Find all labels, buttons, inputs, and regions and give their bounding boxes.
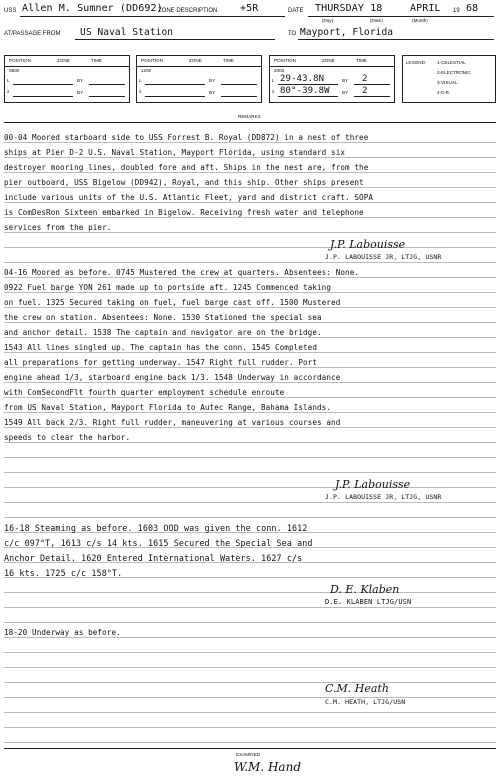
ruled-line <box>4 172 496 173</box>
position-time: 1200 <box>141 68 152 73</box>
ruled-line <box>4 307 496 308</box>
ruled-line <box>4 202 496 203</box>
examined-signature: W.M. Hand <box>234 760 301 774</box>
ruled-line <box>4 187 496 188</box>
signature: J.P. Labouisse <box>335 478 411 491</box>
legend-item: 1-CELESTIAL <box>437 60 466 65</box>
ruled-line <box>4 217 496 218</box>
date-label: DATE <box>288 8 304 14</box>
ruled-line <box>4 352 496 353</box>
ruled-line <box>4 637 496 638</box>
ruled-line <box>4 292 496 293</box>
signer-name: J.P. LABOUISSE JR, LTJG, USNR <box>325 253 442 261</box>
ruled-line <box>4 262 496 263</box>
signer-name: D.E. KLABEN LTJG/USN <box>325 598 412 606</box>
position-box-0800: POSITION ZONE TIME 0800 L BY λ BY <box>4 55 130 103</box>
ruled-line <box>4 517 496 518</box>
signature: D. E. Klaben <box>330 583 400 596</box>
ruled-line <box>4 247 496 248</box>
ruled-line <box>4 487 496 488</box>
ruled-line <box>4 607 496 608</box>
ruled-line <box>4 277 496 278</box>
position-time: 2000 <box>274 68 285 73</box>
ruled-line <box>4 157 496 158</box>
ruled-line <box>4 682 496 683</box>
date-caption: (Date) <box>370 18 383 23</box>
at-passage-value: US Naval Station <box>80 27 174 38</box>
ruled-line <box>4 337 496 338</box>
zone-description-label: ZONE DESCRIPTION <box>158 8 218 14</box>
legend-title: LEGEND: <box>406 60 427 65</box>
position-latitude: 29-43.8N <box>280 74 325 84</box>
signature: C.M. Heath <box>325 682 389 695</box>
ruled-line <box>4 592 496 593</box>
date-year: 68 <box>466 3 479 14</box>
ruled-line <box>4 142 496 143</box>
position-longitude: 80°-39.8W <box>280 86 330 96</box>
ruled-line <box>4 382 496 383</box>
date-month: APRIL <box>410 3 441 14</box>
ruled-line <box>4 427 496 428</box>
legend-item: 3-VISUAL <box>437 80 458 85</box>
ruled-line <box>4 322 496 323</box>
remarks-heading: REMARKS <box>238 114 261 119</box>
signer-name: C.M. HEATH, LTJG/USN <box>325 698 406 706</box>
ruled-line <box>4 412 496 413</box>
year-prefix: 19 <box>453 8 460 14</box>
ruled-line <box>4 457 496 458</box>
ruled-line <box>4 697 496 698</box>
zone-description-value: +5R <box>240 3 259 14</box>
ruled-line <box>4 712 496 713</box>
legend-item: 2-ELECTRONIC <box>437 70 471 75</box>
position-box-1200: POSITION ZONE TIME 1200 L BY λ BY <box>136 55 262 103</box>
position-lat-by: 2 <box>362 74 368 84</box>
day-caption: (Day) <box>322 18 334 23</box>
ruled-line <box>4 667 496 668</box>
date-day: THURSDAY 18 <box>315 3 383 14</box>
at-passage-label: AT/PASSAGE FROM <box>4 31 61 37</box>
ruled-line <box>4 442 496 443</box>
ruled-line <box>4 652 496 653</box>
signer-name: J.P. LABOUISSE JR, LTJG, USNR <box>325 493 442 501</box>
position-time: 0800 <box>9 68 20 73</box>
examined-label: EXAMINED <box>236 752 260 757</box>
ruled-line <box>4 742 496 743</box>
ruled-line <box>4 622 496 623</box>
ruled-line <box>4 397 496 398</box>
legend-box <box>402 55 496 103</box>
position-box-2000: POSITION ZONE TIME 2000 L 29-43.8N BY 2 λ 80°-39.8W BY 2 <box>269 55 395 103</box>
ruled-line <box>4 727 496 728</box>
uss-label: USS <box>4 8 17 14</box>
ruled-line <box>4 502 496 503</box>
ruled-line <box>4 232 496 233</box>
month-caption: (Month) <box>412 18 428 23</box>
position-lon-by: 2 <box>362 86 368 96</box>
ruled-line <box>4 367 496 368</box>
to-label: TO <box>288 31 297 37</box>
ruled-line <box>4 472 496 473</box>
ship-name: Allen M. Sumner (DD692) <box>22 3 163 14</box>
signature: J.P. Labouisse <box>330 238 406 251</box>
to-value: Mayport, Florida <box>300 27 394 38</box>
legend-item: 4-D.R. <box>437 90 451 95</box>
